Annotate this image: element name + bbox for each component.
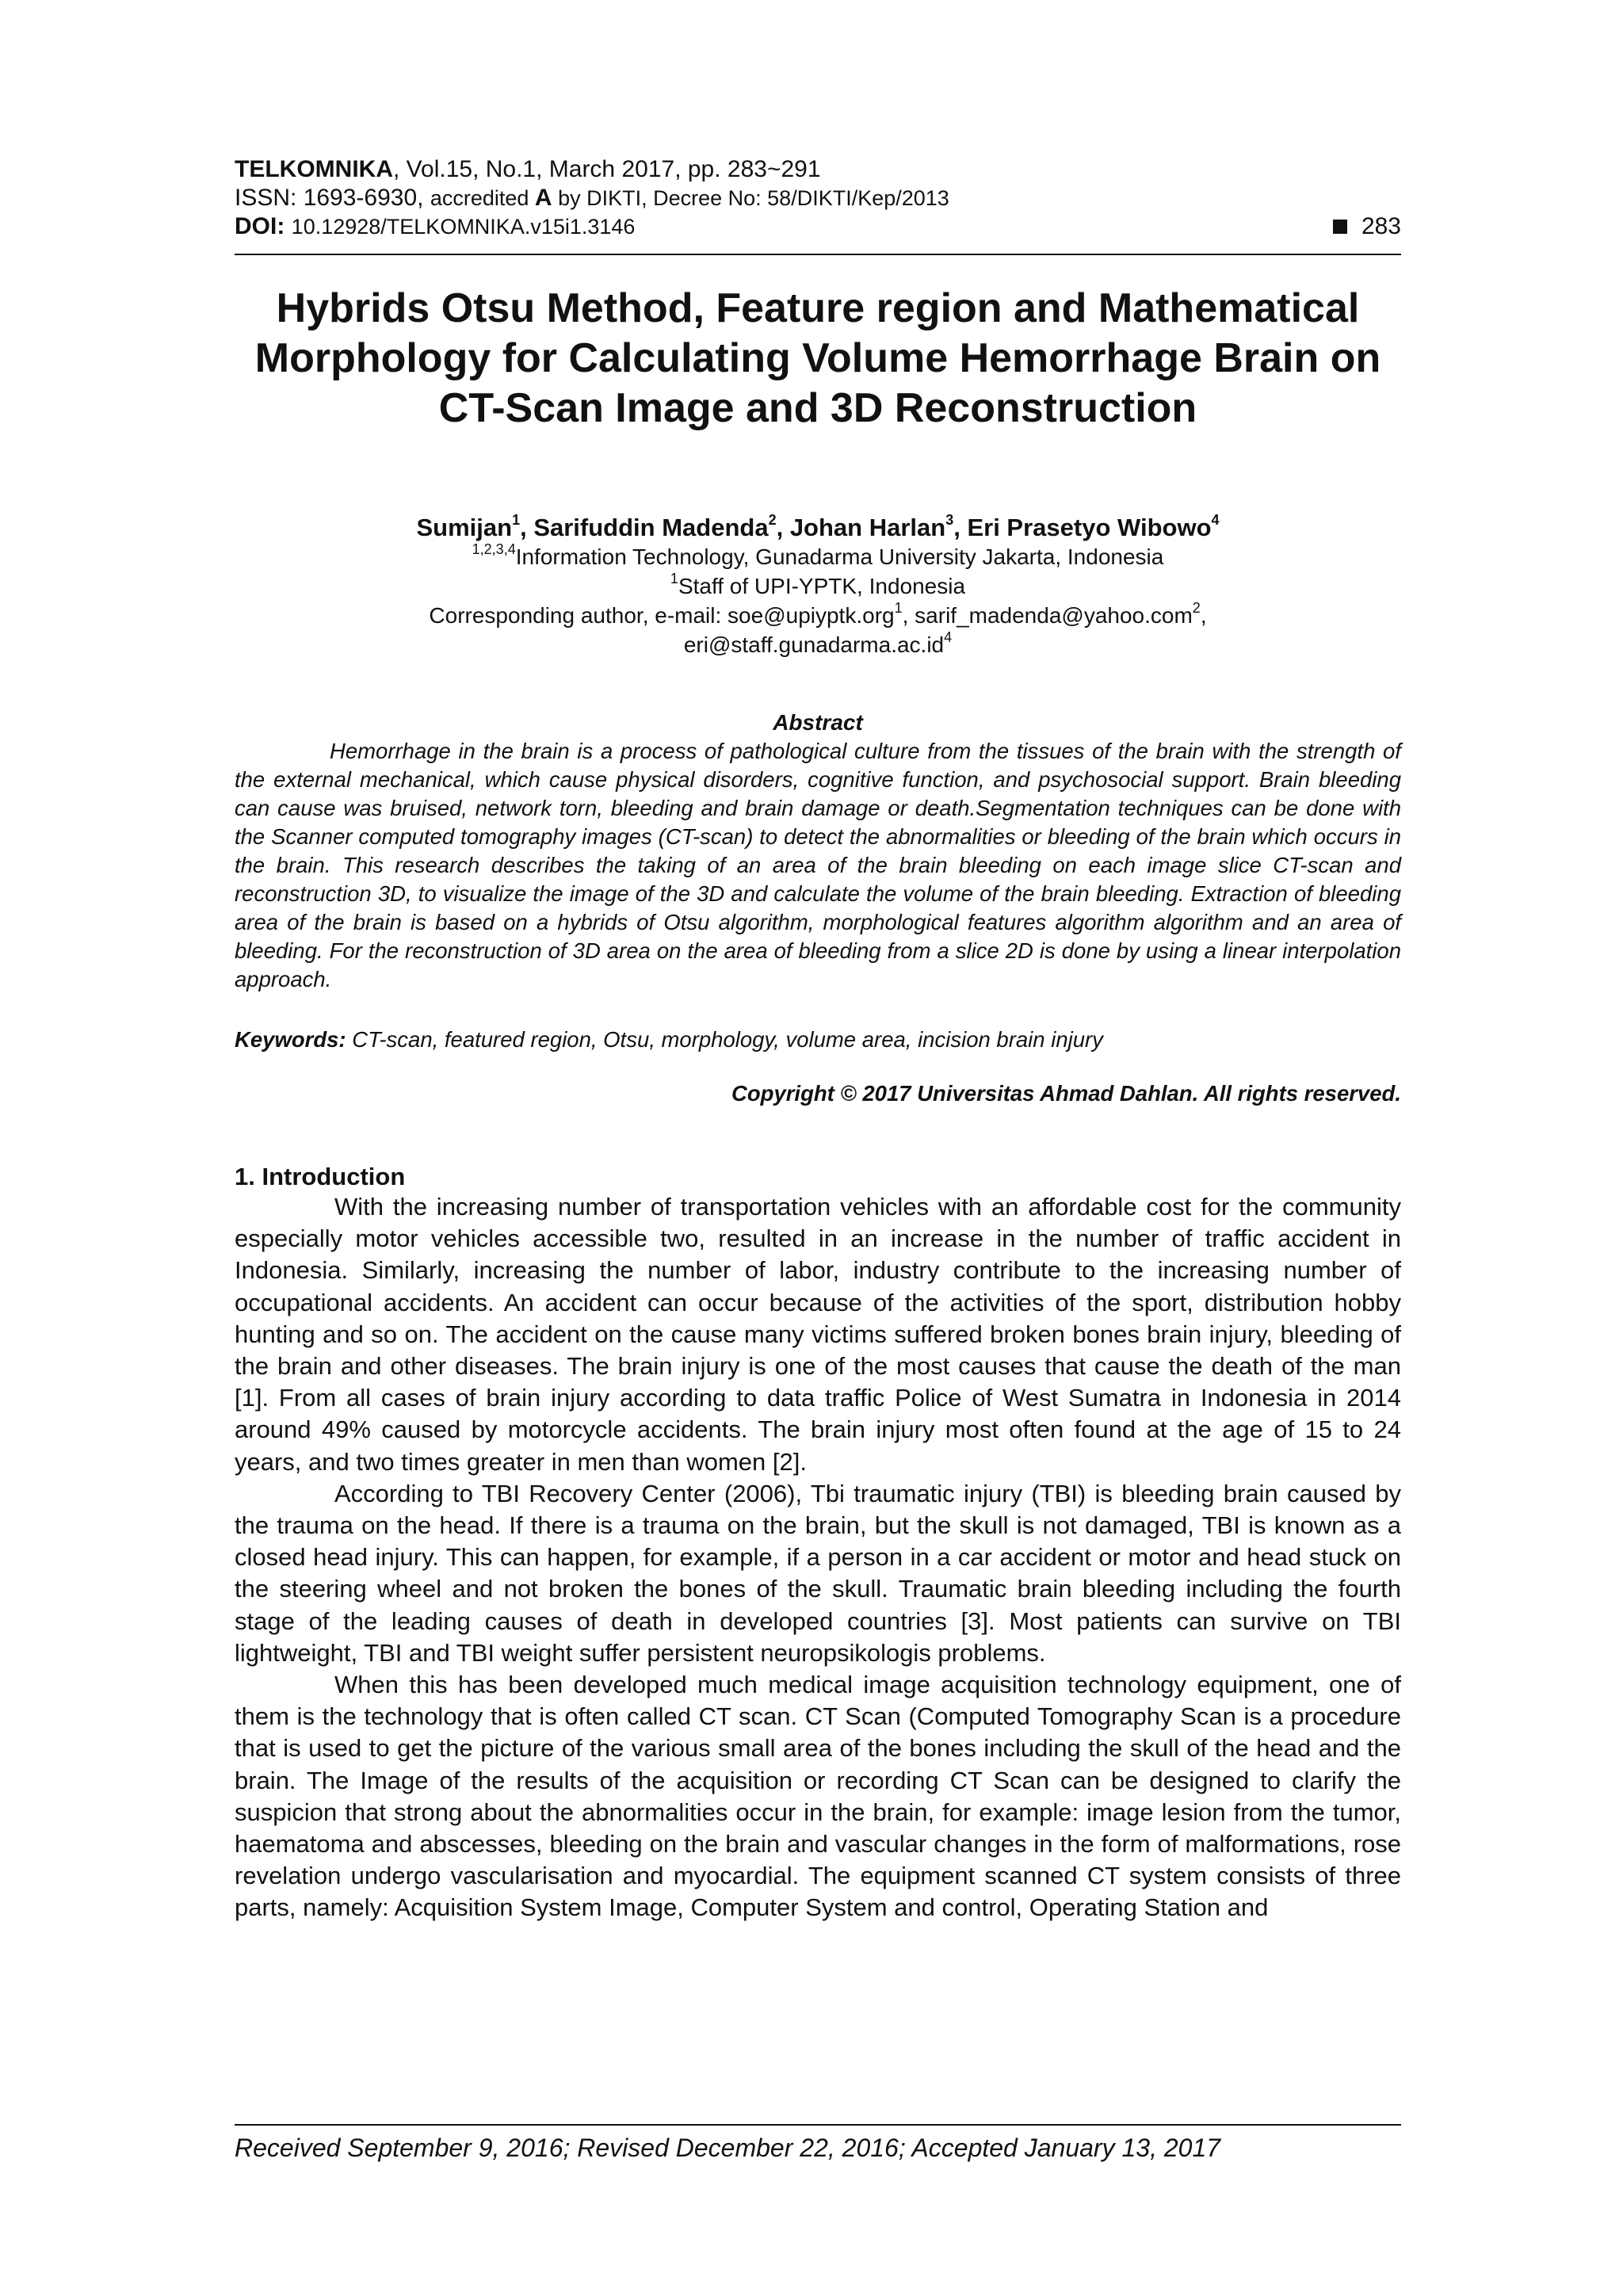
- affiliation-text: Information Technology, Gunadarma University Jakarta, Indonesia: [515, 544, 1164, 569]
- corresponding-author-line: [235, 601, 1401, 630]
- author-list: Sumijan$^1$, Sarifuddin Madenda$^2$, Johan Harlan$^3$, Eri Prasetyo Wibowo$^4$: [416, 511, 1220, 541]
- author-sup: 4: [1211, 511, 1220, 528]
- square-bullet-icon: [1333, 220, 1347, 234]
- section-heading: 1. Introduction: [235, 1163, 406, 1190]
- email-text: eri@staff.gunadarma.ac.id: [683, 632, 945, 657]
- issn-decree: by DIKTI, Decree No: 58/DIKTI/Kep/2013: [552, 186, 949, 210]
- corr-text: , sarif_madenda@yahoo.com: [902, 603, 1193, 628]
- corr-text: Corresponding author, e-mail: soe@upiyptk.org: [429, 603, 895, 628]
- page-number: 283: [1361, 213, 1401, 239]
- keywords-line: [235, 1026, 1401, 1054]
- body-paragraph: According to TBI Recovery Center (2006), Tbi traumatic injury (TBI) is bleeding brain caused by the trauma on the head. If there is a trauma on the brain, but the skull is not damaged, TBI is known as a closed head injury. This can happen, for example, if a person in a car accident or motor and head stuck on the steering wheel and not broken the bones of the skull. Traumatic brain bleeding including the fourth stage of the leading causes of death in developed countries [3]. Most patients can survive on TBI lightweight, TBI and TBI weight suffer persistent neuropsikologis problems.: [235, 1479, 1401, 1667]
- corr-sup: 2: [1192, 599, 1201, 616]
- affiliation-line: [235, 542, 1401, 571]
- issn-accredited: accredited: [430, 186, 535, 210]
- body-paragraph: When this has been developed much medical image acquisition technology equipment, one of them is the technology that is often called CT scan. CT Scan (Computed Tomography Scan is a procedure that is used to get the picture of the various small area of the bones including the skull of the head and the brain. The Image of the results of the acquisition or recording CT Scan can be designed to clarify the suspicion that strong about the abnormalities occur in the brain, for example: image lesion from the tumor, haematoma and abscesses, bleeding on the brain and vascular changes in the form of malformations, rose revelation undergo vascularisation and myocardial. The equipment scanned CT system consists of three parts, namely: Acquisition System Image, Computer System and control, Operating Station and: [235, 1671, 1401, 1922]
- author-name: Sarifuddin Madenda: [533, 514, 769, 541]
- issn-grade: A: [534, 185, 552, 211]
- affiliation-line: [235, 571, 1401, 601]
- affiliation-text: Staff of UPI-YPTK, Indonesia: [678, 574, 966, 598]
- section-body: [235, 1191, 1401, 1924]
- affiliation-sup: 1: [670, 570, 678, 586]
- doi-label: DOI:: [235, 213, 292, 239]
- header-rule: [235, 254, 1401, 255]
- affiliation-sup: 1,2,3,4: [472, 541, 516, 557]
- copyright-notice: Copyright © 2017 Universitas Ahmad Dahlan. All rights reserved.: [731, 1081, 1401, 1106]
- running-header: [235, 155, 1401, 241]
- author-name: Eri Prasetyo Wibowo: [967, 514, 1212, 541]
- author-sup: 2: [768, 511, 777, 528]
- corr-text: ,: [1200, 603, 1207, 628]
- abstract-heading: Abstract: [773, 710, 863, 735]
- email-line: [235, 630, 1401, 659]
- author-sup: 1: [512, 511, 521, 528]
- received-dates-footer: Received September 9, 2016; Revised December 22, 2016; Accepted January 13, 2017: [235, 2134, 1221, 2162]
- email-sup: 4: [944, 628, 953, 645]
- citation-details: , Vol.15, No.1, March 2017, pp. 283~291: [392, 156, 821, 182]
- issn-label: ISSN: 1693-6930,: [235, 185, 430, 211]
- citation-line: [235, 155, 1401, 184]
- keywords-text: CT-scan, featured region, Otsu, morphology, volume area, incision brain injury: [346, 1027, 1103, 1052]
- doi-value: 10.12928/TELKOMNIKA.v15i1.3146: [291, 215, 636, 239]
- corr-sup: 1: [894, 599, 903, 616]
- body-paragraph: With the increasing number of transportation vehicles with an affordable cost for the community especially motor vehicles accessible two, resulted in an increase in the number of traffic accident in Indonesia. Similarly, increasing the number of labor, industry contribute to the increasing number of occupational accidents. An accident can occur because of the activities of the sport, distribution hobby hunting and so on. The accident on the cause many victims suffered broken bones brain injury, bleeding of the brain and other diseases. The brain injury is one of the most causes that cause the death of the man [1]. From all cases of brain injury according to data traffic Police of West Sumatra in Indonesia in 2014 around 49% caused by motorcycle accidents. The brain injury most often found at the age of 15 to 24 years, and two times greater in men than women [2].: [235, 1193, 1401, 1476]
- paper-title: Hybrids Otsu Method, Feature region and Mathematical Morphology for Calculating Volume Hemorrhage Brain on CT-Scan Image and 3D Reconstruction: [254, 285, 1381, 431]
- author-name: Sumijan: [416, 514, 513, 541]
- abstract-text: Hemorrhage in the brain is a process of pathological culture from the tissues of the brain with the strength of the external mechanical, which cause physical disorders, cognitive function, and psychosocial support. Brain bleeding can cause was bruised, network torn, bleeding and brain damage or death.Segmentation techniques can be done with the Scanner computed tomography images (CT-scan) to detect the abnormalities or bleeding of the brain which occurs in the brain. This research describes the taking of an area of the brain bleeding on each image slice CT-scan and reconstruction 3D, to visualize the image of the 3D and calculate the volume of the brain bleeding. Extraction of bleeding area of the brain is based on a hybrids of Otsu algorithm, morphological features algorithm algorithm and an area of bleeding. For the reconstruction of 3D area on the area of bleeding from a slice 2D is done by using a linear interpolation approach.: [235, 739, 1401, 991]
- affiliation-block: [235, 542, 1401, 659]
- paper-page: [235, 155, 1401, 1924]
- issn-line: [235, 184, 1401, 212]
- footer-rule: [235, 2124, 1401, 2126]
- author-sup: 3: [945, 511, 954, 528]
- doi-line: [235, 212, 1401, 241]
- author-name: Johan Harlan: [789, 514, 946, 541]
- keywords-label: Keywords:: [235, 1027, 346, 1052]
- journal-name: TELKOMNIKA: [235, 156, 393, 182]
